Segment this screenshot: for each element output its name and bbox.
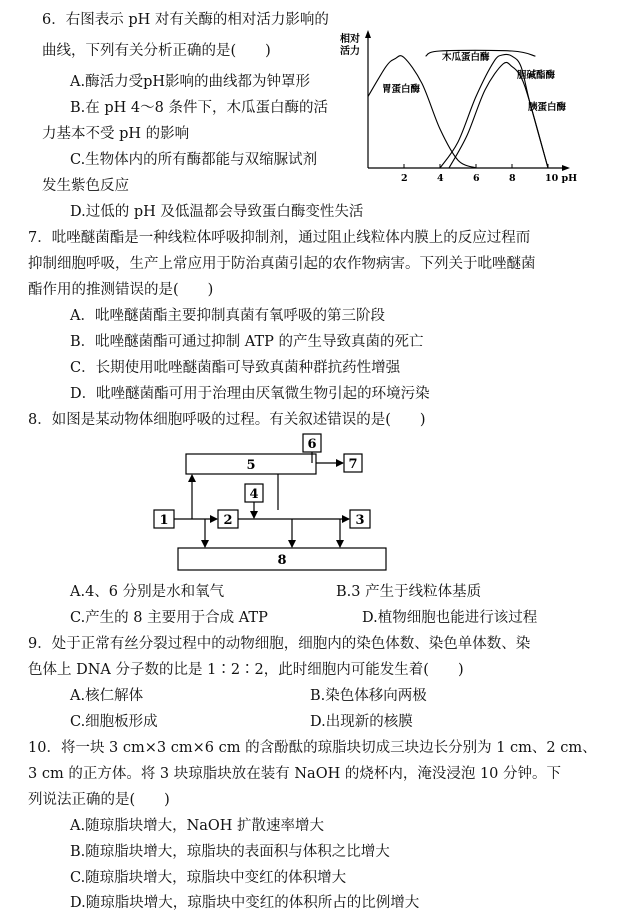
q7-stem-line2: 抑制细胞呼吸，生产上常应用于防治真菌引起的农作物病害。下列关于吡唑醚菌	[28, 256, 536, 272]
q8-option-b: B.3 产生于线粒体基质	[336, 584, 482, 600]
chart-x-tick-label: 2	[401, 173, 408, 184]
ph-enzyme-activity-chart	[340, 28, 578, 186]
q9-option-d: D.出现新的核膜	[310, 714, 413, 730]
q9-stem-line2: 色体上 DNA 分子数的比是 1∶2∶2，此时细胞内可能发生着( )	[28, 662, 464, 678]
q8-stem: 8．如图是某动物体细胞呼吸的过程。有关叙述错误的是( )	[28, 412, 426, 428]
label-7: 7	[348, 457, 358, 472]
chart-x-tick-label: 6	[473, 173, 480, 184]
q9-option-a: A.核仁解体	[70, 688, 144, 704]
q7-option-b: B．吡唑醚菌酯可通过抑制 ATP 的产生导致真菌的死亡	[70, 334, 424, 350]
q6-option-d: D.过低的 pH 及低温都会导致蛋白酶变性失活	[70, 204, 364, 220]
label-8: 8	[277, 553, 287, 568]
q8-option-c: C.产生的 8 主要用于合成 ATP	[70, 610, 268, 626]
q7-option-a: A．吡唑醚菌酯主要抑制真菌有氧呼吸的第三阶段	[70, 308, 385, 324]
q6-stem-line1: 6．右图表示 pH 对有关酶的相对活力影响的	[42, 12, 329, 28]
q7-option-d: D．吡唑醚菌酯可用于治理由厌氧微生物引起的环境污染	[70, 386, 430, 402]
q7-stem-line3: 酯作用的推测错误的是( )	[28, 282, 214, 298]
q6-option-a: A.酶活力受pH影响的曲线都为钟罩形	[70, 74, 311, 90]
cell-respiration-diagram	[150, 430, 390, 575]
label-5: 5	[246, 458, 256, 473]
series-label-pepsin: 胃蛋白酶	[382, 84, 421, 95]
q10-stem-line3: 列说法正确的是( )	[28, 792, 170, 808]
chart-ylabel-line2: 活力	[340, 46, 360, 57]
series-label-papain: 木瓜蛋白酶	[442, 52, 490, 63]
chart-x-tick-label: 10 pH	[545, 173, 578, 184]
q6-stem-line2: 曲线，下列有关分析正确的是( )	[42, 43, 271, 59]
q6-option-c-line1: C.生物体内的所有酶都能与双缩脲试剂	[70, 152, 318, 168]
q9-stem-line1: 9．处于正常有丝分裂过程中的动物细胞，细胞内的染色体数、染色单体数、染	[28, 636, 531, 652]
label-2: 2	[223, 513, 233, 528]
q10-stem-line2: 3 cm 的正方体。将 3 块琼脂块放在装有 NaOH 的烧杯内，淹没浸泡 10 分钟。下	[28, 766, 562, 782]
q10-option-b: B.随琼脂块增大，琼脂块的表面积与体积之比增大	[70, 844, 390, 860]
q10-stem-line1: 10．将一块 3 cm×3 cm×6 cm 的含酚酞的琼脂块切成三块边长分别为 1 cm、2 cm、	[28, 740, 597, 756]
chart-x-tick-label: 8	[509, 173, 516, 184]
q7-stem-line1: 7．吡唑醚菌酯是一种线粒体呼吸抑制剂，通过阻止线粒体内膜上的反应过程而	[28, 230, 531, 246]
label-1: 1	[159, 513, 169, 528]
q6-option-b-line1: B.在 pH 4～8 条件下，木瓜蛋白酶的活	[70, 100, 328, 116]
label-6: 6	[307, 437, 317, 452]
chart-x-tick-label: 4	[437, 173, 444, 184]
q9-option-b: B.染色体移向两极	[310, 688, 427, 704]
q8-option-d: D.植物细胞也能进行该过程	[362, 610, 538, 626]
series-line-pepsin	[368, 56, 476, 168]
chart-x-axis-arrow	[562, 165, 570, 171]
q6-option-c-line2: 发生紫色反应	[42, 178, 129, 194]
label-3: 3	[355, 513, 365, 528]
series-label-trypsin: 胰蛋白酶	[528, 102, 567, 113]
label-4: 4	[249, 487, 259, 502]
q9-option-c: C.细胞板形成	[70, 714, 158, 730]
q10-option-d: D.随琼脂块增大，琼脂块中变红的体积所占的比例增大	[70, 895, 420, 911]
q10-option-a: A.随琼脂块增大，NaOH 扩散速率增大	[70, 818, 325, 834]
chart-y-axis-arrow	[365, 30, 371, 38]
series-label-cholinesterase: 胆碱酯酶	[517, 70, 556, 81]
q8-option-a: A.4、6 分别是水和氧气	[70, 584, 225, 600]
chart-ylabel-line1: 相对	[340, 34, 360, 45]
q7-option-c: C．长期使用吡唑醚菌酯可导致真菌种群抗药性增强	[70, 360, 401, 376]
q6-option-b-line2: 力基本不受 pH 的影响	[42, 126, 190, 142]
q10-option-c: C.随琼脂块增大，琼脂块中变红的体积增大	[70, 870, 347, 886]
